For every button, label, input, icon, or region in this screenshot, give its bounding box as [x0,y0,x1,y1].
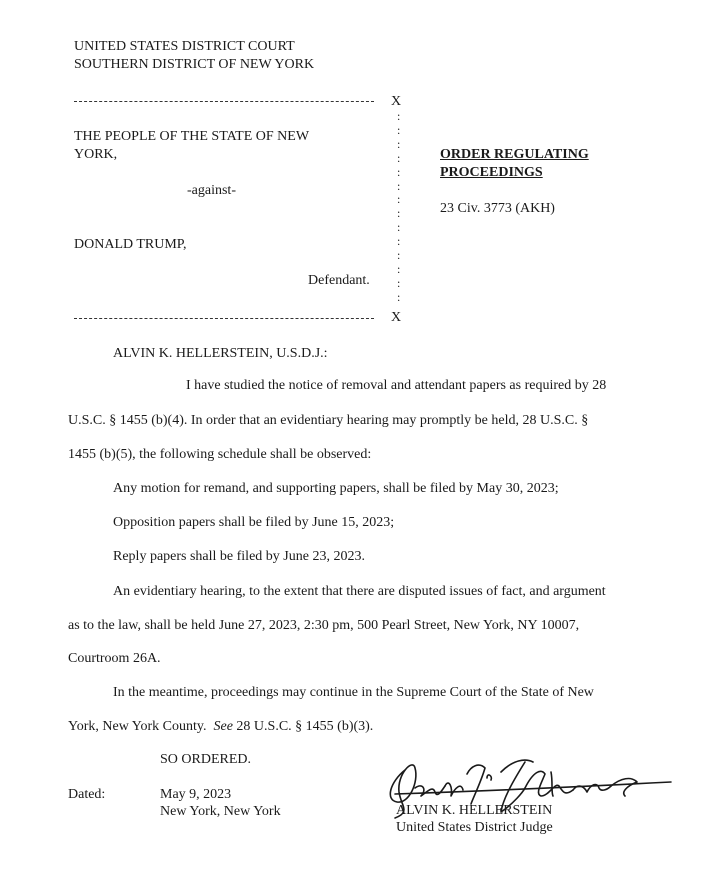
caption-colon-column: : : : : : : : : : : : : : : [397,109,401,304]
para3-line1: In the meantime, proceedings may continue in the Supreme Court of the State of New [113,685,594,700]
signer-name: ALVIN K. HELLERSTEIN [396,803,553,818]
caption-bottom-x: X [391,310,402,325]
schedule-item-remand: Any motion for remand, and supporting papers, shall be filed by May 30, 2023; [113,481,559,496]
so-ordered: SO ORDERED. [160,752,252,767]
order-title-line1: ORDER REGULATING [440,147,589,162]
case-number: 23 Civ. 3773 (AKH) [440,201,555,216]
para2-line1: An evidentiary hearing, to the extent that there are disputed issues of fact, and argument [113,584,606,599]
schedule-item-reply: Reply papers shall be filed by June 23, 2023. [113,549,365,564]
caption-bottom-rule [74,318,374,319]
court-name: UNITED STATES DISTRICT COURT [74,39,295,54]
caption-top-rule [74,101,374,102]
defendant-label: Defendant. [308,273,370,288]
caption-top-x: X [391,94,402,109]
para2-line3: Courtroom 26A. [68,651,161,666]
dated-label: Dated: [68,787,106,802]
judge-heading: ALVIN K. HELLERSTEIN, U.S.D.J.: [113,346,328,361]
defendant-name: DONALD TRUMP, [74,237,187,252]
signer-title: United States District Judge [396,820,553,835]
para2-line2: as to the law, shall be held June 27, 2023, 2:30 pm, 500 Pearl Street, New York, NY 10007, [68,618,580,633]
para3-text-a: York, New York County. [68,719,207,734]
court-district: SOUTHERN DISTRICT OF NEW YORK [74,57,315,72]
para1-line2: U.S.C. § 1455 (b)(4). In order that an evidentiary hearing may promptly be held, 28 U.S.C. § [68,413,589,428]
schedule-item-opposition: Opposition papers shall be filed by June 15, 2023; [113,515,395,530]
against-label: -against- [187,183,236,198]
para1-line3: 1455 (b)(5), the following schedule shall be observed: [68,447,372,462]
place-value: New York, New York [160,804,281,819]
plaintiff-name-line1: THE PEOPLE OF THE STATE OF NEW [74,129,310,144]
para1-line1: I have studied the notice of removal and attendant papers as required by 28 [186,378,607,393]
para3-text-b: 28 U.S.C. § 1455 (b)(3). [236,719,374,734]
see-signal: See [213,719,233,734]
order-title-line2: PROCEEDINGS [440,165,543,180]
date-value: May 9, 2023 [160,787,232,802]
para3-line2 [68,720,373,734]
plaintiff-name-line2: YORK, [74,147,118,162]
